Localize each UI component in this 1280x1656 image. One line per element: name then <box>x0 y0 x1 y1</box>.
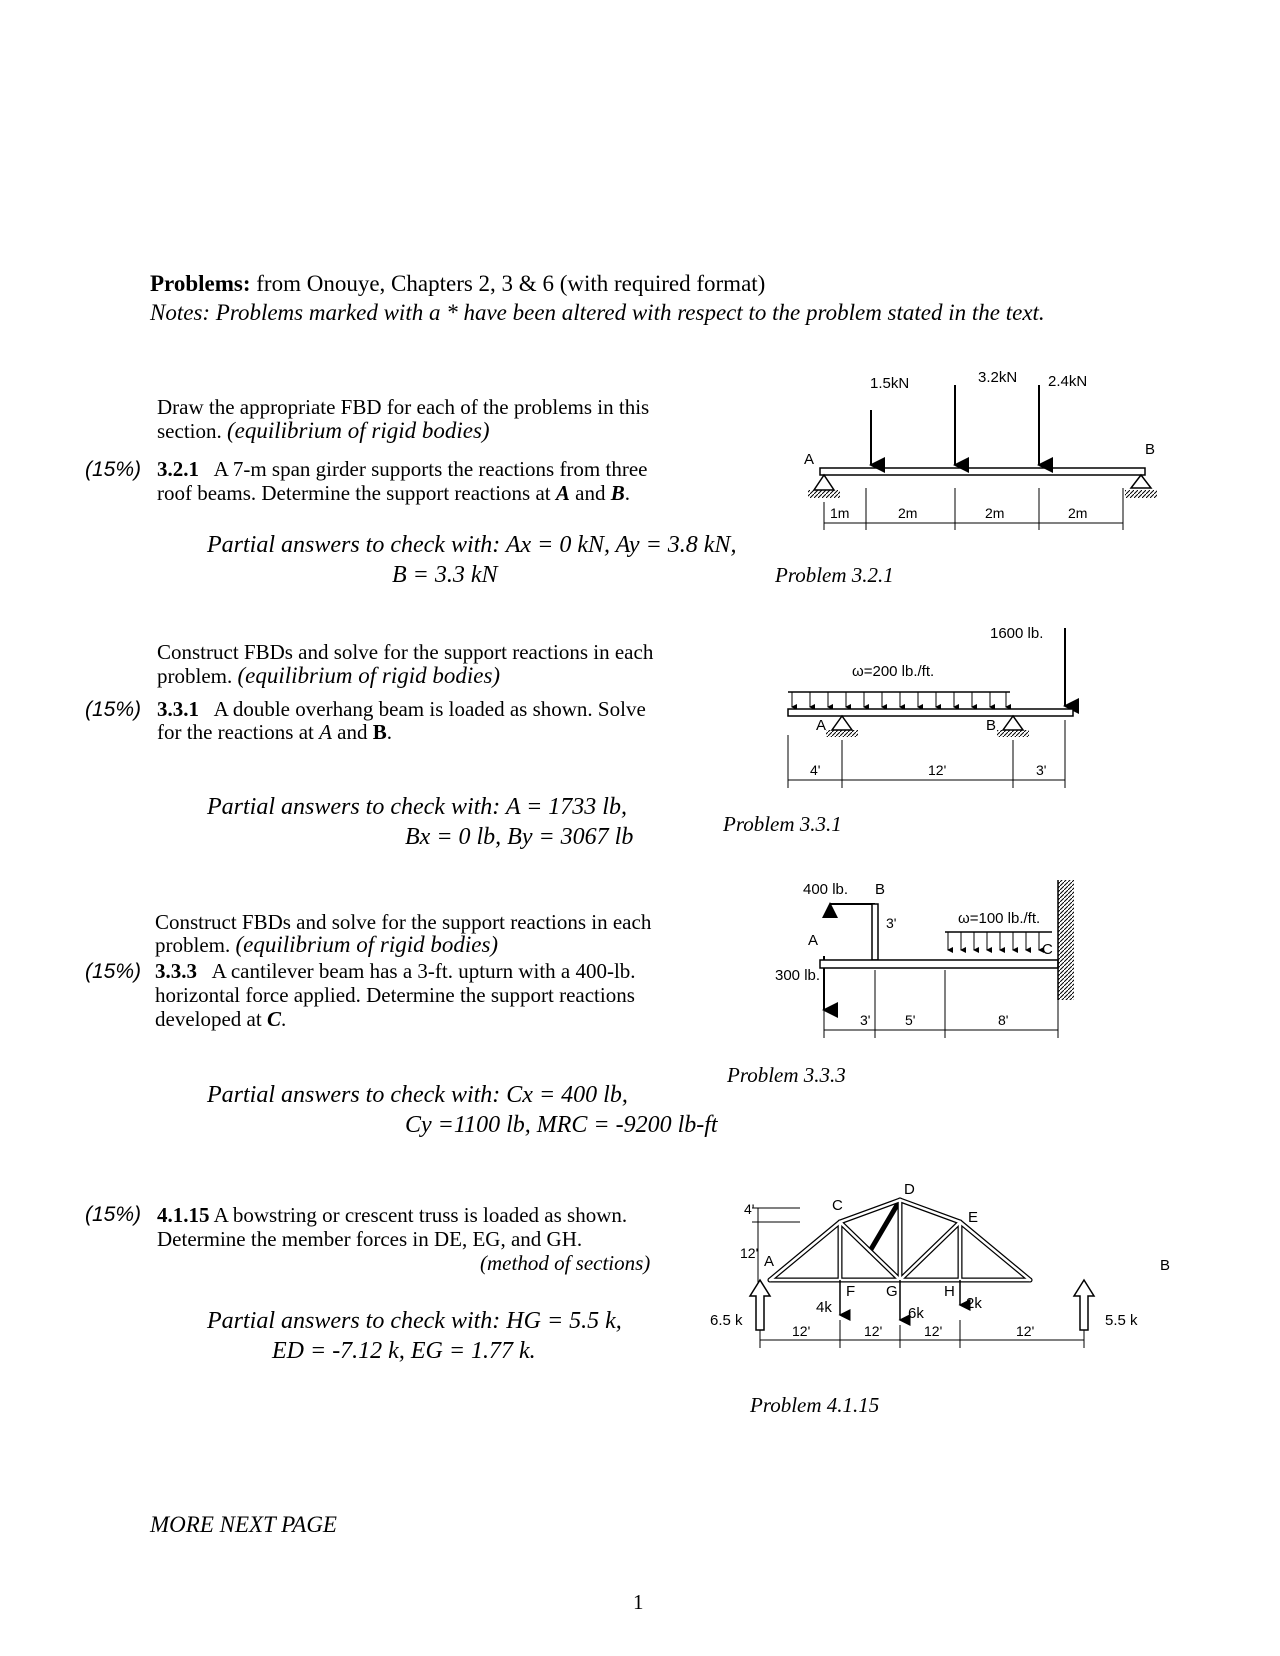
sec2-intro2-italic: (equilibrium of rigid bodies) <box>237 663 501 688</box>
dist-load-label: ω=200 lb./ft. <box>852 663 935 680</box>
ground-A <box>826 730 858 737</box>
sec4-text3: (method of sections) <box>480 1251 651 1275</box>
height-label-1: 4' <box>744 1201 755 1217</box>
sec4-text1: A bowstring or crescent truss is loaded as shown. <box>213 1203 628 1227</box>
node-label-B: B <box>875 881 886 898</box>
figure-3-3-3 <box>760 870 1090 1040</box>
sec1-problem-line2 <box>157 481 630 505</box>
dist-load-label: ω=100 lb./ft. <box>958 910 1041 927</box>
sec4-weight: (15%) <box>85 1203 142 1226</box>
dim-label-4: 2m <box>1068 505 1088 521</box>
sec2-intro2 <box>157 664 500 688</box>
figure-4-1-15 <box>710 1170 1200 1370</box>
load-label-2k: 2k <box>966 1295 982 1312</box>
truss-member-highlights <box>770 1200 1030 1280</box>
sec3-caption: Problem 3.3.3 <box>727 1063 846 1087</box>
node-label-A: A <box>808 932 819 949</box>
load-label-2: 3.2kN <box>978 369 1018 386</box>
ground-B <box>1125 490 1157 498</box>
upturn-label: 3' <box>886 915 897 931</box>
sec2-intro2-plain: problem. <box>157 664 233 688</box>
cantilever-beam <box>820 960 1058 968</box>
sec3-text2: horizontal force applied. Determine the support reactions <box>155 983 635 1007</box>
horiz-load-label: 400 lb. <box>803 881 849 898</box>
dist-load-arrows <box>948 932 1039 950</box>
header-title-bold: Problems: <box>150 271 251 296</box>
vert-load-label: 300 lb. <box>775 967 821 984</box>
upturn-post <box>872 904 878 960</box>
node-label-A: A <box>816 717 827 734</box>
dim-label-3: 2m <box>985 505 1005 521</box>
sec1-text1: A 7-m span girder supports the reactions from three <box>213 457 648 481</box>
node-E: E <box>968 1209 979 1226</box>
sec3-intro2-italic: (equilibrium of rigid bodies) <box>235 932 499 957</box>
sec1-intro2-italic: (equilibrium of rigid bodies) <box>226 418 490 443</box>
node-C: C <box>832 1197 843 1214</box>
node-label-B: B <box>1145 441 1156 458</box>
sec2-weight: (15%) <box>85 698 142 721</box>
sec3-problem-line1 <box>155 959 636 983</box>
sec3-weight: (15%) <box>85 960 142 983</box>
sec3-answer-line1: Partial answers to check with: Cx = 400 lb, <box>207 1082 628 1108</box>
node-label-A: A <box>804 451 815 468</box>
sec3-problem-number: 3.3.3 <box>155 959 197 983</box>
sec1-text-and: and <box>575 481 606 505</box>
reaction-arrow-right <box>1074 1280 1094 1330</box>
header-notes: Notes: Problems marked with a * have been altered with respect to the problem stated in the text. <box>150 300 1045 325</box>
sec1-text-B: B <box>610 481 625 505</box>
load-label-6k: 6k <box>908 1305 924 1322</box>
sec1-text2: roof beams. Determine the support reactions at <box>157 481 551 505</box>
point-load-label: 1600 lb. <box>990 625 1044 642</box>
header-title-rest: from Onouye, Chapters 2, 3 & 6 (with required format) <box>256 271 766 296</box>
sec3-text-period: . <box>280 1007 287 1031</box>
sec2-answer-line1: Partial answers to check with: A = 1733 lb, <box>207 794 627 820</box>
wall-hatch <box>1058 880 1074 1000</box>
more-next-page: MORE NEXT PAGE <box>150 1512 337 1537</box>
sec1-text-period: . <box>624 481 630 505</box>
node-label-B: B <box>986 717 997 734</box>
sec2-text1: A double overhang beam is loaded as shown. Solve <box>213 697 646 721</box>
load-label-3: 2.4kN <box>1048 373 1088 390</box>
page-number: 1 <box>633 1590 644 1614</box>
support-B <box>1131 475 1151 488</box>
sec2-caption: Problem 3.3.1 <box>723 812 842 836</box>
sec1-answer-line2: B = 3.3 kN <box>392 562 498 588</box>
sec2-problem-number: 3.3.1 <box>157 697 199 721</box>
node-A: A <box>764 1253 775 1270</box>
node-F: F <box>846 1283 856 1300</box>
left-reaction-label: 6.5 k <box>710 1312 743 1329</box>
sec3-text-C: C <box>266 1007 281 1031</box>
support-B <box>1003 716 1023 730</box>
sec1-weight: (15%) <box>85 458 142 481</box>
span-label-2: 12' <box>864 1323 883 1339</box>
reaction-arrow-left <box>750 1280 770 1330</box>
sec1-problem-number: 3.2.1 <box>157 457 199 481</box>
sec3-answer-line2: Cy =1100 lb, MRC = -9200 lb-ft <box>405 1112 718 1138</box>
sec4-text2: Determine the member forces in DE, EG, and GH. <box>157 1227 583 1251</box>
right-reaction-label: 5.5 k <box>1105 1312 1138 1329</box>
node-G: G <box>886 1283 898 1300</box>
height-label-2: 12' <box>740 1245 759 1261</box>
girder <box>820 468 1145 475</box>
sec4-caption: Problem 4.1.15 <box>750 1393 880 1417</box>
figure-3-3-1 <box>780 620 1080 790</box>
sec4-answer-line1: Partial answers to check with: HG = 5.5 k, <box>207 1308 622 1334</box>
node-D: D <box>904 1181 915 1198</box>
dim-label-3: 8' <box>998 1012 1009 1028</box>
sec3-intro2-plain: problem. <box>155 933 231 957</box>
sec3-text1: A cantilever beam has a 3-ft. upturn with a 400-lb. <box>211 959 636 983</box>
sec3-intro: Construct FBDs and solve for the support reactions in each <box>155 910 652 934</box>
node-B: B <box>1160 1257 1171 1274</box>
sec4-answer-line2: ED = -7.12 k, EG = 1.77 k. <box>272 1338 536 1364</box>
sec2-problem-line1 <box>157 697 646 721</box>
dim-label-2: 2m <box>898 505 918 521</box>
figure-3-2-1 <box>790 370 1160 535</box>
node-label-C: C <box>1042 941 1053 958</box>
sec3-intro2 <box>155 933 498 957</box>
sec2-text-B: B <box>372 720 387 744</box>
sec1-problem-line1 <box>157 457 647 481</box>
sec1-text-A: A <box>555 481 570 505</box>
sec4-problem-line1 <box>157 1203 627 1227</box>
dim-label-3: 3' <box>1036 762 1047 778</box>
sec1-answer-line1: Partial answers to check with: Ax = 0 kN, Ay = 3.8 kN, <box>207 532 737 558</box>
support-A <box>814 475 834 490</box>
load-label-4k: 4k <box>816 1299 832 1316</box>
sec2-text-and: and <box>337 720 368 744</box>
sec1-intro2-plain: section. <box>157 419 222 443</box>
dim-label-1: 3' <box>860 1012 871 1028</box>
ground-B <box>997 730 1029 737</box>
dim-label-1: 1m <box>830 505 850 521</box>
sec2-intro: Construct FBDs and solve for the support reactions in each <box>157 640 654 664</box>
sec3-problem-line3 <box>155 1007 286 1031</box>
sec1-intro: Draw the appropriate FBD for each of the problems in this <box>157 395 650 419</box>
overhang-beam <box>788 709 1073 716</box>
dist-load-arrows <box>792 692 1006 707</box>
sec1-caption: Problem 3.2.1 <box>775 563 894 587</box>
sec3-text3: developed at <box>155 1007 262 1031</box>
dim-label-2: 12' <box>928 762 947 778</box>
ground-A <box>808 490 840 498</box>
header-title <box>150 272 765 296</box>
sec2-text-A: A <box>319 720 332 744</box>
node-H: H <box>944 1283 955 1300</box>
sec1-intro2 <box>157 419 490 443</box>
span-label-4: 12' <box>1016 1323 1035 1339</box>
load-label-1: 1.5kN <box>870 375 910 392</box>
sec2-answer-line2: Bx = 0 lb, By = 3067 lb <box>405 824 634 850</box>
sec2-text2: for the reactions at <box>157 720 314 744</box>
sec2-text-period: . <box>386 720 393 744</box>
span-label-3: 12' <box>924 1323 943 1339</box>
support-A <box>832 716 852 730</box>
span-label-1: 12' <box>792 1323 811 1339</box>
dim-label-1: 4' <box>810 762 821 778</box>
dim-label-2: 5' <box>905 1012 916 1028</box>
sec2-problem-line2 <box>157 720 392 744</box>
sec4-problem-number: 4.1.15 <box>157 1203 210 1227</box>
